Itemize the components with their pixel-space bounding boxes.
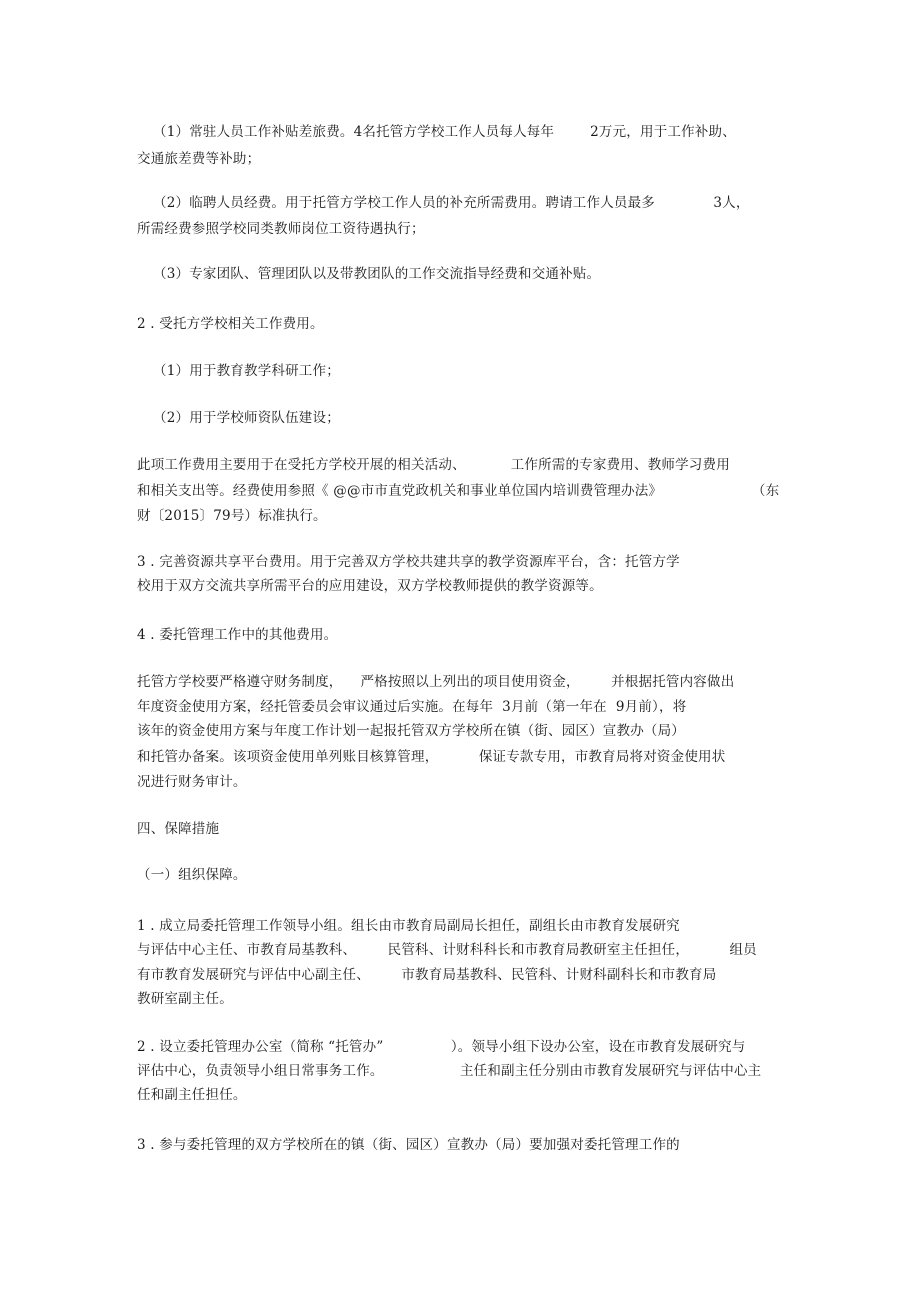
- text-line: 该年的资金使用方案与年度工作计划一起报托管双方学校所在镇（街、园区）宣教办（局）: [137, 723, 685, 739]
- text-line: 任和副主任担任。: [137, 1087, 247, 1103]
- text-line: 年度资金使用方案，经托管委员会审议通过后实施。在每年 3月前（第一年在 9月前），将: [137, 699, 687, 715]
- text-line: 交通旅差费等补助；: [137, 151, 261, 167]
- subsection-heading: （一）组织保障。: [137, 867, 247, 883]
- section-heading: 4 . 委托管理工作中的其他费用。: [137, 627, 338, 643]
- text-line: （1）常驻人员工作补贴差旅费。4名托管方学校工作人员每人每年 2万元，用于工作补助、: [153, 124, 736, 140]
- section-heading: 3 . 完善资源共享平台费用。用于完善双方学校共建共享的教学资源库平台，含：托管方学: [137, 554, 680, 570]
- text-line: 与评估中心主任、市教育局基教科、 民管科、计财科科长和市教育局教研室主任担任， 组员: [137, 942, 757, 958]
- text-line: 财〔2015〕79号）标准执行。: [137, 508, 327, 524]
- section-heading: 四、保障措施: [137, 821, 220, 837]
- text-line: （1）用于教育教学科研工作；: [153, 363, 340, 379]
- text-line: 评估中心，负责领导小组日常事务工作。 主任和副主任分别由市教育发展研究与评估中心主: [137, 1063, 762, 1079]
- text-line: 和相关支出等。经费使用参照《 @@市市直党政机关和事业单位国内培训费管理办法》 （东: [137, 483, 780, 499]
- text-line: 1 . 成立局委托管理工作领导小组。组长由市教育局副局长担任，副组长由市教育发展研究: [137, 918, 680, 934]
- section-heading: 2 . 受托方学校相关工作费用。: [137, 316, 324, 332]
- text-line: 2 . 设立委托管理办公室（简称 “托管办” ）。领导小组下设办公室，设在市教育发展研究与: [137, 1039, 746, 1055]
- text-line: 教研室副主任。: [137, 991, 233, 1007]
- text-line: 校用于双方交流共享所需平台的应用建设，双方学校教师提供的教学资源等。: [137, 578, 603, 594]
- text-line: 和托管办备案。该项资金使用单列账目核算管理， 保证专款专用，市教育局将对资金使用状: [137, 749, 726, 765]
- text-line: 有市教育发展研究与评估中心副主任、 市教育局基教科、民管科、计财科副科长和市教育局: [137, 967, 717, 983]
- text-line: 此项工作费用主要用于在受托方学校开展的相关活动、 工作所需的专家费用、教师学习费用: [137, 457, 730, 473]
- text-line: 3 . 参与委托管理的双方学校所在的镇（街、园区）宣教办（局）要加强对委托管理工作的: [137, 1137, 680, 1153]
- text-line: 所需经费参照学校同类教师岗位工资待遇执行；: [137, 221, 425, 237]
- text-line: （2）临聘人员经费。用于托管方学校工作人员的补充所需费用。聘请工作人员最多 3人，: [153, 195, 750, 211]
- text-line: （3）专家团队、管理团队以及带教团队的工作交流指导经费和交通补贴。: [153, 266, 601, 282]
- text-line: 况进行财务审计。: [137, 774, 247, 790]
- text-line: 托管方学校要严格遵守财务制度， 严格按照以上列出的项目使用资金， 并根据托管内容做出: [137, 674, 735, 690]
- text-line: （2）用于学校师资队伍建设；: [153, 410, 340, 426]
